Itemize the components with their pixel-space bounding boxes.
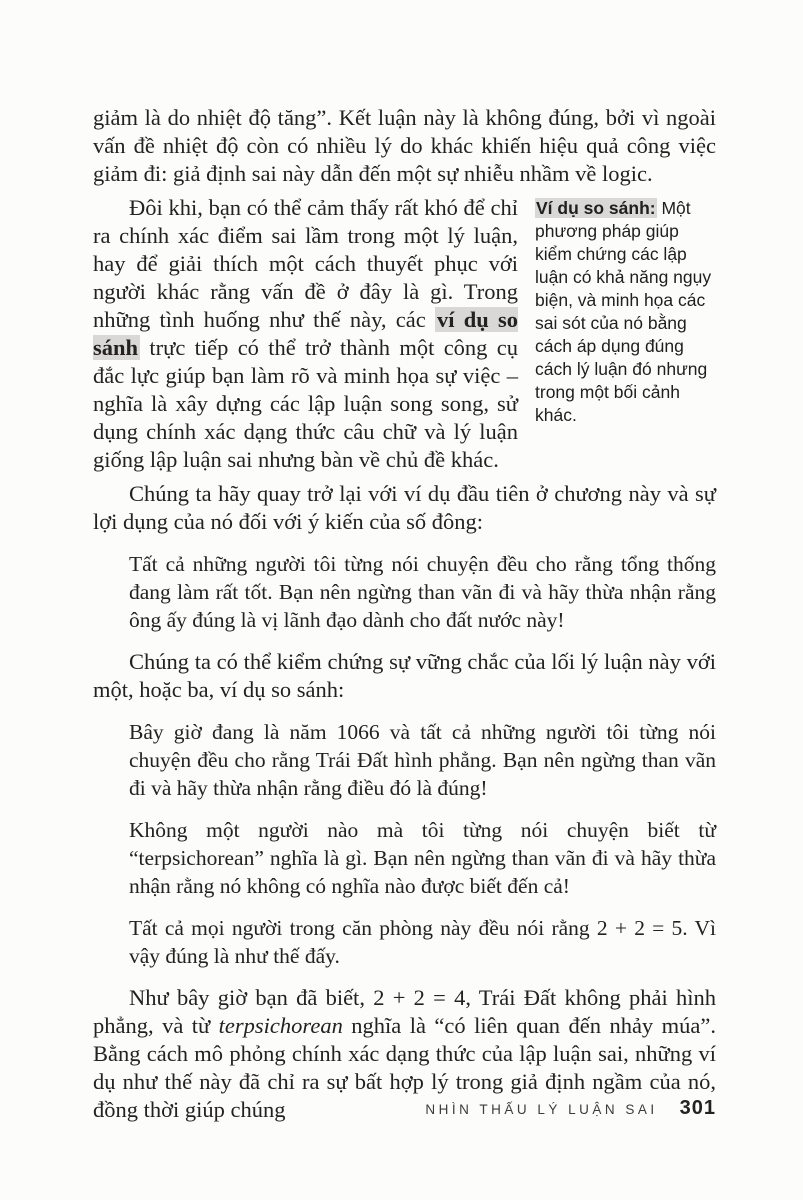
margin-note-term: Ví dụ so sánh: xyxy=(536,198,656,218)
block-quote: Bây giờ đang là năm 1066 và tất cả những người tôi từng nói chuyện đều cho rằng Trái Đất hình phẳng. Bạn nên ngừng than vãn đi và hãy thừa nhận rằng điều đó là đúng! xyxy=(129,720,716,800)
paragraph-text: Như bây giờ bạn đã biết, 2 + 2 = 4, Trái Đất không phải hình phẳng, và từ xyxy=(93,985,716,1038)
paragraph-text: trực tiếp có thể trở thành một công cụ đắc lực giúp bạn làm rõ và minh họa sự việc – nghĩa là xây dựng các lập luận song song, sử dụng chính xác dạng thức câu chữ và lý luận giống lập luận sai nhưng bàn về chủ đề khác. xyxy=(93,335,518,472)
margin-note xyxy=(535,197,716,427)
paragraph-with-margin-note xyxy=(93,194,716,474)
page-footer xyxy=(425,1097,716,1120)
paragraph-continued: giảm là do nhiệt độ tăng”. Kết luận này là không đúng, bởi vì ngoài vấn đề nhiệt độ còn có nhiều lý do khác khiến hiệu quả công việc giảm đi: giả định sai này dẫn đến một sự nhiễu nhầm về logic. xyxy=(93,105,716,186)
block-quote: Tất cả những người tôi từng nói chuyện đều cho rằng tổng thống đang làm rất tốt. Bạn nên ngừng than vãn đi và hãy thừa nhận rằng ông ấy đúng là vị lãnh đạo dành cho đất nước này! xyxy=(129,552,716,632)
paragraph: Chúng ta có thể kiểm chứng sự vững chắc của lối lý luận này với một, hoặc ba, ví dụ so sánh: xyxy=(93,649,716,702)
paragraph-text: Đôi khi, bạn có thể cảm thấy rất khó để chỉ ra chính xác điểm sai lầm trong một lý luận, hay để giải thích một cách thuyết phục với người khác rằng vấn đề ở đây là gì. Trong những tình huống như thế này, các xyxy=(93,195,518,332)
italic-term: terpsichorean xyxy=(218,1013,343,1038)
page-number: 301 xyxy=(679,1097,716,1119)
block-quote: Tất cả mọi người trong căn phòng này đều nói rằng 2 + 2 = 5. Vì vậy đúng là như thế đấy. xyxy=(129,916,716,968)
running-title: NHÌN THẤU LÝ LUẬN SAI xyxy=(425,1102,658,1117)
paragraph: Chúng ta hãy quay trở lại với ví dụ đầu tiên ở chương này và sự lợi dụng của nó đối với ý kiến của số đông: xyxy=(93,481,716,534)
highlighted-term: ví dụ so sánh xyxy=(93,307,518,360)
block-quote: Không một người nào mà tôi từng nói chuyện biết từ “terpsichorean” nghĩa là gì. Bạn nên ngừng than vãn đi và hãy thừa nhận rằng nó không có nghĩa nào được biết đến cả! xyxy=(129,818,716,898)
paragraph-text: nghĩa là “có liên quan đến nhảy múa”. Bằng cách mô phỏng chính xác dạng thức của lập luận sai, những ví dụ như thế này đã chỉ ra sự bất hợp lý trong giả định ngầm của nó, đồng thời giúp chúng xyxy=(93,1013,716,1122)
margin-note-definition: Một phương pháp giúp kiểm chứng các lập luận có khả năng ngụy biện, và minh họa các sai sót của nó bằng cách áp dụng đúng cách lý luận đó nhưng trong một bối cảnh khác. xyxy=(535,198,712,425)
text-column xyxy=(93,104,716,1124)
